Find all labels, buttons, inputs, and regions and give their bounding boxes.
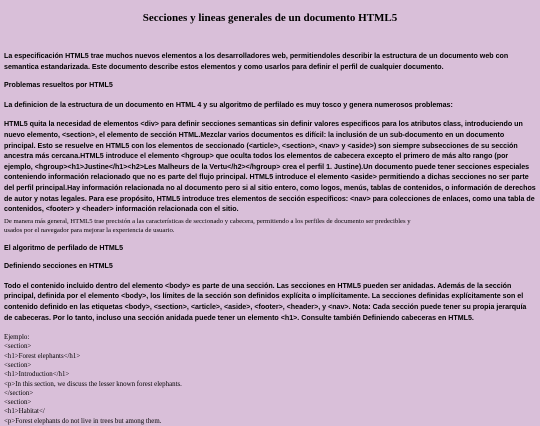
example-line: <h1>Introduction</h1> bbox=[4, 371, 70, 379]
example-line: <section> bbox=[4, 399, 32, 407]
example-line: <p>In this section, we discuss the lesser known forest elephants. bbox=[4, 380, 182, 388]
example-line: <section> bbox=[4, 343, 32, 351]
example-line: <h1>Habitat</ bbox=[4, 408, 45, 416]
example-line: <p>Forest elephants do not live in trees but among them. bbox=[4, 417, 162, 425]
problems-detail: HTML5 quita la necesidad de elementos <div> para definir secciones semanticas sin definir valores especificos para los atributos class, introduciendo un nuevo elemento, <section>, el elemento de sección HTML.Mezclar varios documentos es difícil: la inclusión de un sub-documento en un documento principal. Esto se resuelve en HTML5 con los elementos de seccionado (<article>, <section>, <nav> y <aside>) son siempre subsecciones de su sección ancestra más cercana.HTML5 introduce el elemento <hgroup> que oculta todos los elementos de cabecera excepto el primero de más alto rango (por ejemplo, <hgroup><h1>Justine</h1><h2>Les Malheurs de la Vertu</h2></hgroup> crea el perfil 1. Justine).Un documento puede tener secciones especiales conteniendo información relacionado que no es parte del flujo principal. HTML5 introduce el elemento <aside> permitiendo a dichas secciones no ser parte del perfil principal.Hay información relacionada no al documento pero si al sitio entero, como logos, menús, tablas de contenidos, o información de derechos de autor y notas legales. Para ese propósito, HTML5 introduce tres elementos de sección específicos: <nav> para colecciones de enlaces, como una tabla de contenidos, <footer> y <header> información relacionada con el sitio. bbox=[4, 120, 536, 214]
page-title: Secciones y lineas generales de un documento HTML5 bbox=[142, 12, 398, 24]
define-sections-heading: Definiendo secciones en HTML5 bbox=[4, 262, 113, 271]
problems-statement: La definicion de la estructura de un documento en HTML 4 y su algoritmo de perfilado es muy tosco y genera numerosos problemas: bbox=[4, 100, 453, 109]
example-block bbox=[4, 333, 540, 426]
example-line: </section> bbox=[4, 389, 34, 397]
example-label: Ejemplo: bbox=[4, 334, 30, 342]
problems-heading: Problemas resueltos por HTML5 bbox=[4, 81, 113, 90]
algorithm-heading: El algoritmo de perfilado de HTML5 bbox=[4, 243, 124, 252]
intro-paragraph: La especificación HTML5 trae muchos nuevos elementos a los desarrolladores web, permitiendoles describir la estructura de un documento web con semantica estandarizada. Este documento describe estos elementos y como usarlos para definir el perfil de cualquier documento. bbox=[4, 52, 509, 71]
define-sections-text: Todo el contenido incluido dentro del elemento <body> es parte de una sección. Las secciones en HTML5 pueden ser anidadas. Además de la sección principal, definida por el elemento <body>, los límites de la sección son definidos explícita o implícitamente. La secciones definidas explícitamente son el contenido definido en las etiquetas <body>, <section>, <article>, <aside>, <footer>, <header>, y <nav>. Nota: Cada sección puede tener su propia jerarquía de cabeceras. Por lo tanto, incluso una sección anidada puede tener un elemento <h1>. Consulte también Definiendo cabeceras en HTML5. bbox=[4, 281, 527, 322]
example-line: <section> bbox=[4, 361, 32, 369]
summary-paragraph: De manera más general, HTML5 trae precisión a las características de seccionado y cabecera, permitiendo a los perfiles de documento ser predecibles y usados por el navegador para mejorar la experiencia de usuario. bbox=[4, 217, 411, 235]
example-line: <h1>Forest elephants</h1> bbox=[4, 352, 81, 360]
